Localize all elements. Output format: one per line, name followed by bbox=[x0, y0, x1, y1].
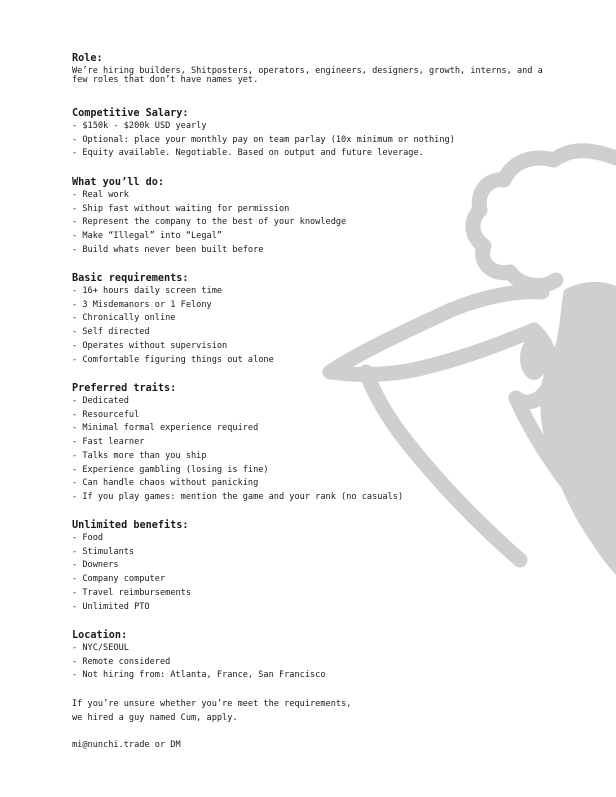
trait-item: - Talks more than you ship bbox=[72, 450, 207, 461]
closing-note bbox=[72, 698, 552, 739]
requirement-item: - Operates without supervision bbox=[72, 340, 228, 351]
duty-item: - Real work bbox=[72, 190, 129, 200]
duties-heading: What you’ll do: bbox=[72, 177, 165, 188]
location-item: - Remote considered bbox=[72, 656, 171, 667]
contact-info: mi@nunchi.trade or DM bbox=[72, 740, 181, 750]
requirement-item: - 3 Misdemanors or 1 Felony bbox=[72, 299, 212, 310]
duties-section bbox=[72, 176, 552, 272]
closing-line: we hired a guy named Cum, apply. bbox=[72, 712, 238, 723]
location-item: - NYC/SEOUL bbox=[72, 643, 129, 653]
traits-section bbox=[72, 382, 552, 519]
duty-item: - Ship fast without waiting for permission bbox=[72, 203, 290, 214]
salary-heading: Competitive Salary: bbox=[72, 108, 189, 119]
benefit-item: - Downers bbox=[72, 560, 119, 571]
trait-item: - Can handle chaos without panicking bbox=[72, 478, 259, 489]
role-heading: Role: bbox=[72, 53, 103, 64]
requirements-heading: Basic requirements: bbox=[72, 273, 189, 284]
trait-item: - Minimal formal experience required bbox=[72, 423, 259, 434]
location-item: - Not hiring from: Atlanta, France, San Francisco bbox=[72, 670, 326, 681]
duty-item: - Make “Illegal” into “Legal” bbox=[72, 231, 223, 242]
trait-item: - Resourceful bbox=[72, 409, 140, 420]
requirement-item: - Self directed bbox=[72, 327, 150, 338]
trait-item: - If you play games: mention the game and your rank (no casuals) bbox=[72, 491, 404, 502]
benefit-item: - Food bbox=[72, 533, 104, 543]
benefit-item: - Travel reimbursements bbox=[72, 587, 191, 598]
duty-item: - Represent the company to the best of your knowledge bbox=[72, 217, 347, 228]
trait-item: - Experience gambling (losing is fine) bbox=[72, 464, 269, 475]
salary-item: - $150k - $200k USD yearly bbox=[72, 121, 207, 131]
salary-item: - Equity available. Negotiable. Based on output and future leverage. bbox=[72, 148, 424, 159]
requirements-section bbox=[72, 272, 552, 382]
role-description: We’re hiring builders, Shitposters, operators, engineers, designers, growth, interns, and a few roles that don’t have names yet. bbox=[72, 66, 543, 85]
benefit-item: - Unlimited PTO bbox=[72, 601, 150, 612]
location-section bbox=[72, 629, 552, 698]
role-section bbox=[72, 52, 552, 107]
trait-item: - Dedicated bbox=[72, 396, 129, 406]
trait-item: - Fast learner bbox=[72, 437, 145, 448]
traits-heading: Preferred traits: bbox=[72, 383, 177, 394]
requirement-item: - Chronically online bbox=[72, 313, 176, 324]
job-posting-document bbox=[72, 52, 552, 752]
requirement-item: - Comfortable figuring things out alone bbox=[72, 354, 274, 365]
duty-item: - Build whats never been built before bbox=[72, 244, 264, 255]
location-heading: Location: bbox=[72, 630, 128, 641]
benefits-heading: Unlimited benefits: bbox=[72, 520, 189, 531]
requirement-item: - 16+ hours daily screen time bbox=[72, 286, 223, 296]
salary-item: - Optional: place your monthly pay on team parlay (10x minimum or nothing) bbox=[72, 134, 455, 145]
benefits-section bbox=[72, 519, 552, 629]
benefit-item: - Stimulants bbox=[72, 546, 135, 557]
closing-line: If you’re unsure whether you’re meet the requirements, bbox=[72, 699, 352, 709]
salary-section bbox=[72, 107, 552, 176]
benefit-item: - Company computer bbox=[72, 574, 166, 585]
